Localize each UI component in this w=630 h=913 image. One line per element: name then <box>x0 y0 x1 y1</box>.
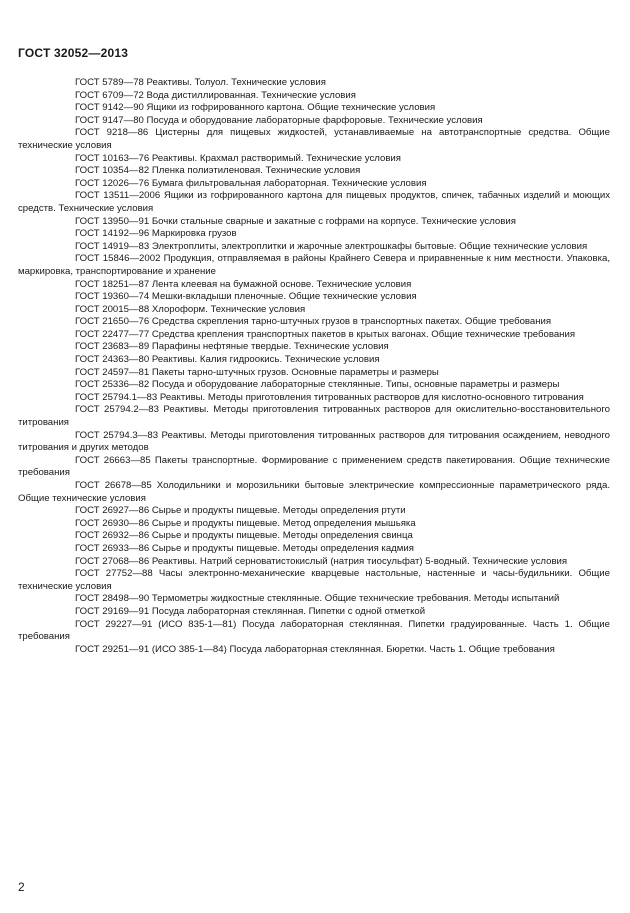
reference-item: ГОСТ 24597—81 Пакеты тарно-штучных грузов. Основные параметры и размеры <box>75 366 439 378</box>
reference-item: ГОСТ 5789—78 Реактивы. Толуол. Технические условия <box>75 77 326 88</box>
reference-item: ГОСТ 13950—91 Бочки стальные сварные и закатные с гофрами на корпусе. Технические условия <box>75 215 516 227</box>
reference-item: ГОСТ 12026—76 Бумага фильтровальная лабораторная. Технические условия <box>75 177 427 189</box>
reference-item: ГОСТ 10354—82 Пленка полиэтиленовая. Технические условия <box>75 165 361 177</box>
reference-item: ГОСТ 26663—85 Пакеты транспортные. Формирование с применением средств пакетирования. Общие технические требования <box>18 454 610 479</box>
reference-item: ГОСТ 26927—86 Сырье и продукты пищевые. Методы определения ртути <box>75 505 406 517</box>
reference-item: ГОСТ 26932—86 Сырье и продукты пищевые. Методы определения свинца <box>75 530 413 542</box>
reference-item: ГОСТ 27752—88 Часы электронно-механические кварцевые настольные, настенные и часы-будильники. Общие технические условия <box>18 568 610 592</box>
page-number: 2 <box>18 880 25 894</box>
reference-item: ГОСТ 13511—2006 Ящики из гофрированного картона для пищевых продуктов, спичек, табачных изделий и моющих средств. Технические условия <box>18 190 610 214</box>
reference-item: ГОСТ 24363—80 Реактивы. Калия гидроокись. Технические условия <box>75 354 380 366</box>
reference-item: ГОСТ 25794.3—83 Реактивы. Методы приготовления титрованных растворов для титрования осаждением, неводного титрования и других методов <box>18 429 610 454</box>
reference-item: ГОСТ 29227—91 (ИСО 835-1—81) Посуда лабораторная стеклянная. Пипетки градуированные. Часть 1. Общие требования <box>18 618 610 643</box>
reference-item: ГОСТ 25336—82 Посуда и оборудование лабораторные стеклянные. Типы, основные параметры и размеры <box>75 379 560 391</box>
reference-item: ГОСТ 15846—2002 Продукция, отправляемая в районы Крайнего Севера и приравненные к ним местности. Упаковка, маркировка, транспортирование и хранение <box>18 253 610 277</box>
reference-item: ГОСТ 29169—91 Посуда лабораторная стеклянная. Пипетки с одной отметкой <box>75 605 426 617</box>
page-header: ГОСТ 32052—2013 <box>18 46 129 60</box>
reference-item: ГОСТ 19360—74 Мешки-вкладыши пленочные. Общие технические условия <box>75 291 417 303</box>
reference-item: ГОСТ 26678—85 Холодильники и морозильники бытовые электрические компрессионные параметрического ряда. Общие технические условия <box>18 480 610 504</box>
reference-item: ГОСТ 18251—87 Лента клеевая на бумажной основе. Технические условия <box>75 278 412 290</box>
reference-list <box>18 77 610 656</box>
reference-item: ГОСТ 21650—76 Средства скрепления тарно-штучных грузов в транспортных пакетах. Общие требования <box>75 316 552 328</box>
reference-item: ГОСТ 25794.1—83 Реактивы. Методы приготовления титрованных растворов для кислотно-основного титрования <box>75 391 584 403</box>
reference-item: ГОСТ 14919—83 Электроплиты, электроплитки и жарочные электрошкафы бытовые. Общие технические условия <box>75 240 588 252</box>
reference-item: ГОСТ 26930—86 Сырье и продукты пищевые. Метод определения мышьяка <box>75 517 416 529</box>
reference-item: ГОСТ 10163—76 Реактивы. Крахмал растворимый. Технические условия <box>75 152 401 164</box>
reference-item: ГОСТ 28498—90 Термометры жидкостные стеклянные. Общие технические требования. Методы испытаний <box>75 593 560 605</box>
reference-item: ГОСТ 6709—72 Вода дистиллированная. Технические условия <box>75 89 356 101</box>
reference-item: ГОСТ 25794.2—83 Реактивы. Методы приготовления титрованных растворов для окислительно-восстановительного титрования <box>18 404 610 429</box>
reference-item: ГОСТ 23683—89 Парафины нефтяные твердые. Технические условия <box>75 341 389 353</box>
reference-item: ГОСТ 9218—86 Цистерны для пищевых жидкостей, устанавливаемые на автотранспортные средства. Общие технические условия <box>18 127 610 151</box>
reference-item: ГОСТ 29251—91 (ИСО 385-1—84) Посуда лабораторная стеклянная. Бюретки. Часть 1. Общие требования <box>75 643 555 655</box>
reference-item: ГОСТ 22477—77 Средства крепления транспортных пакетов в крытых вагонах. Общие технические требования <box>75 328 576 340</box>
reference-item: ГОСТ 20015—88 Хлороформ. Технические условия <box>75 303 306 315</box>
reference-item: ГОСТ 26933—86 Сырье и продукты пищевые. Методы определения кадмия <box>75 542 414 554</box>
reference-item: ГОСТ 27068—86 Реактивы. Натрий серноватистокислый (натрия тиосульфат) 5-водный. Технические условия <box>75 555 568 567</box>
reference-item: ГОСТ 9147—80 Посуда и оборудование лабораторные фарфоровые. Технические условия <box>75 114 483 126</box>
reference-item: ГОСТ 9142—90 Ящики из гофрированного картона. Общие технические условия <box>75 102 436 114</box>
reference-item: ГОСТ 14192—96 Маркировка грузов <box>75 228 237 240</box>
